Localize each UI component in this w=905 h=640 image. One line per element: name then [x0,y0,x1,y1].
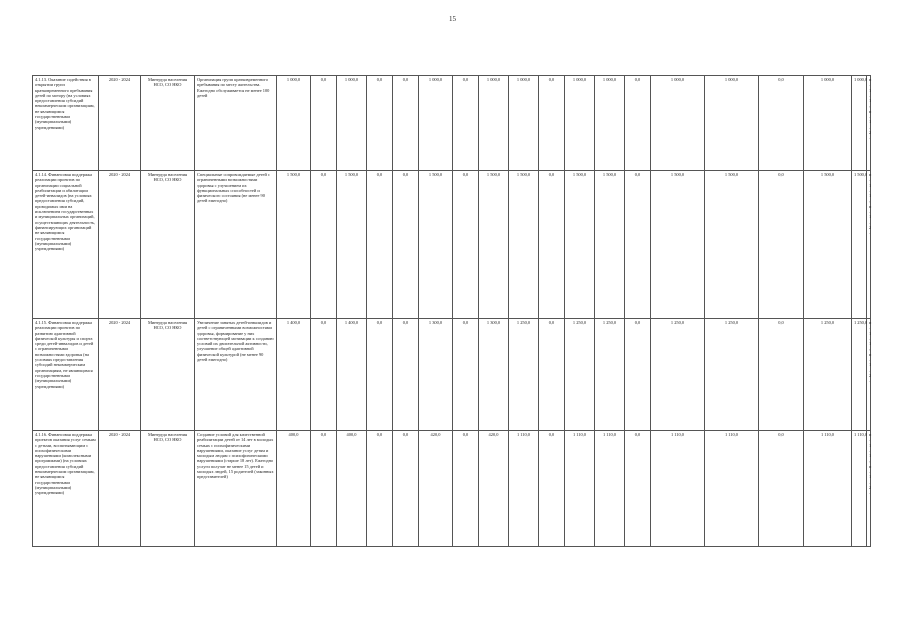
period-cell: 2020 - 2024 [99,319,141,431]
value-cell: 0,0 [367,319,393,431]
value-cell: 0,0 [453,76,479,171]
value-cell: 0,0 [759,76,804,171]
executor-cell: Минтруда населения НСО, СО НКО [141,171,195,319]
value-cell: 1 110,0 [804,431,852,547]
value-cell: 1 250,0 [852,319,867,431]
value-cell: 0,0 [367,431,393,547]
value-cell: 1 000,0 [337,76,367,171]
reference-cell: п.1.1, п.1.2. [867,171,871,319]
value-cell: 1 000,0 [595,76,625,171]
value-cell: 0,0 [759,431,804,547]
value-cell: 1 300,0 [419,319,453,431]
value-cell: 400,0 [337,431,367,547]
program-measures-table [32,75,871,547]
value-cell: 1 500,0 [705,171,759,319]
page-number: 15 [449,15,456,23]
value-cell: 0,0 [393,171,419,319]
value-cell: 0,0 [453,431,479,547]
result-cell: Создание условий для качественной реабилитации детей от 14 лет в молодых семьях с психофизическими нарушениями, оказание услуг детям и молодым людям с психофизическими нарушениями (старше 18 лет). Ежегодно услуги получат не менее 15 детей и молодых людей, 15 родителей (законных представителей) [195,431,277,547]
measure-name-cell: 4.1.14. Финансовая поддержка реализации проектов по организации социальной реабилитации и абилитации детей-инвалидов (на условиях предоставления субсидий, проводимых ими на исключением государственных и муниципальных организаций, осуществляющих деятельность, финансирующих организаций не являющимся государственными (муниципальными) учреждениями) [33,171,99,319]
value-cell: 1 000,0 [479,76,509,171]
value-cell: 1 000,0 [509,76,539,171]
value-cell: 0,0 [311,76,337,171]
value-cell: 0,0 [393,431,419,547]
measure-name-cell: 4.1.13. Оказание содействия в открытии групп кратковременного пребывания детей по мотору (на условиях предоставления субсидий некоммерческим организациям, не являющимся государственными (муниципальными) учреждениями) [33,76,99,171]
value-cell: 1 250,0 [595,319,625,431]
executor-cell: Минтруда населения НСО, СО НКО [141,319,195,431]
table-row [33,431,871,547]
result-cell: Специальные сопровождаемые детей с ограниченными возможностями здоровья с улучшением их функциональных способностей и физического состояния (не менее 90 детей ежегодно) [195,171,277,319]
value-cell: 0,0 [625,171,651,319]
value-cell: 1 250,0 [565,319,595,431]
value-cell: 1 250,0 [651,319,705,431]
value-cell: 0,0 [311,431,337,547]
value-cell: 1 400,0 [337,319,367,431]
period-cell: 2020 - 2024 [99,76,141,171]
value-cell: 1 500,0 [804,171,852,319]
value-cell: 1 500,0 [595,171,625,319]
result-cell: Организация групп кратковременного пребывания по месту жительства. Ежегодно обслуживается не менее 100 детей [195,76,277,171]
value-cell: 1 110,0 [509,431,539,547]
reference-cell: п.1.1, п.1.2. [867,319,871,431]
value-cell: 0,0 [759,171,804,319]
value-cell: 1 500,0 [277,171,311,319]
reference-cell: п.1.1, п.1.2. [867,431,871,547]
value-cell: 0,0 [625,76,651,171]
value-cell: 0,0 [453,171,479,319]
period-cell: 2020 - 2024 [99,171,141,319]
value-cell: 400,0 [277,431,311,547]
value-cell: 1 500,0 [509,171,539,319]
value-cell: 1 250,0 [509,319,539,431]
table-row [33,76,871,171]
value-cell: 1 250,0 [804,319,852,431]
value-cell: 0,0 [759,319,804,431]
value-cell: 1 500,0 [479,171,509,319]
value-cell: 1 250,0 [705,319,759,431]
value-cell: 0,0 [367,171,393,319]
table-row [33,171,871,319]
value-cell: 0,0 [453,319,479,431]
value-cell: 0,0 [625,431,651,547]
value-cell: 1 000,0 [419,76,453,171]
measure-name-cell: 4.1.16. Финансовая поддержка проектов оказания услуг семьям с детьми, воспитывающим с психофизическими нарушениями (комплексными программами) (на условиях предоставления субсидий некоммерческим организациям, не являющимся государственными (муниципальными) учреждениями) [33,431,99,547]
reference-cell: п.1.1, п.1.2. [867,76,871,171]
value-cell: 1 110,0 [565,431,595,547]
executor-cell: Минтруда населения НСО, СО НКО [141,431,195,547]
table-row [33,319,871,431]
value-cell: 0,0 [539,431,565,547]
value-cell: 1 000,0 [565,76,595,171]
value-cell: 1 000,0 [651,76,705,171]
value-cell: 0,0 [625,319,651,431]
value-cell: 1 000,0 [705,76,759,171]
value-cell: 0,0 [539,319,565,431]
value-cell: 1 000,0 [804,76,852,171]
value-cell: 1 000,0 [277,76,311,171]
value-cell: 0,0 [311,171,337,319]
value-cell: 0,0 [539,76,565,171]
value-cell: 1 500,0 [337,171,367,319]
period-cell: 2020 - 2024 [99,431,141,547]
value-cell: 420,0 [419,431,453,547]
value-cell: 1 110,0 [651,431,705,547]
value-cell: 1 110,0 [705,431,759,547]
executor-cell: Минтруда населения НСО, СО НКО [141,76,195,171]
value-cell: 420,0 [479,431,509,547]
value-cell: 0,0 [393,319,419,431]
value-cell: 1 500,0 [852,171,867,319]
value-cell: 0,0 [539,171,565,319]
value-cell: 0,0 [393,76,419,171]
measure-name-cell: 4.1.15. Финансовая поддержка реализации проектов по развитию адаптивной физической культуры и спорта среди детей-инвалидов и детей с ограниченными возможностями здоровья (на условиях предоставления субсидий некоммерческим организациям, не являющимся государственными (муниципальными) учреждениями) [33,319,99,431]
value-cell: 1 400,0 [277,319,311,431]
value-cell: 1 110,0 [595,431,625,547]
value-cell: 1 500,0 [651,171,705,319]
value-cell: 1 300,0 [479,319,509,431]
result-cell: Увеличение занятых детей-инвалидов и детей с ограниченными возможностями здоровья, формирование у них соответствующей мотивации к созданию условий их двигательной активности, улучшение общей адаптивной физической культурой (не менее 90 детей ежегодно) [195,319,277,431]
value-cell: 1 500,0 [419,171,453,319]
value-cell: 1 500,0 [565,171,595,319]
value-cell: 1 110,0 [852,431,867,547]
value-cell: 0,0 [367,76,393,171]
value-cell: 0,0 [311,319,337,431]
value-cell: 1 000,0 [852,76,867,171]
